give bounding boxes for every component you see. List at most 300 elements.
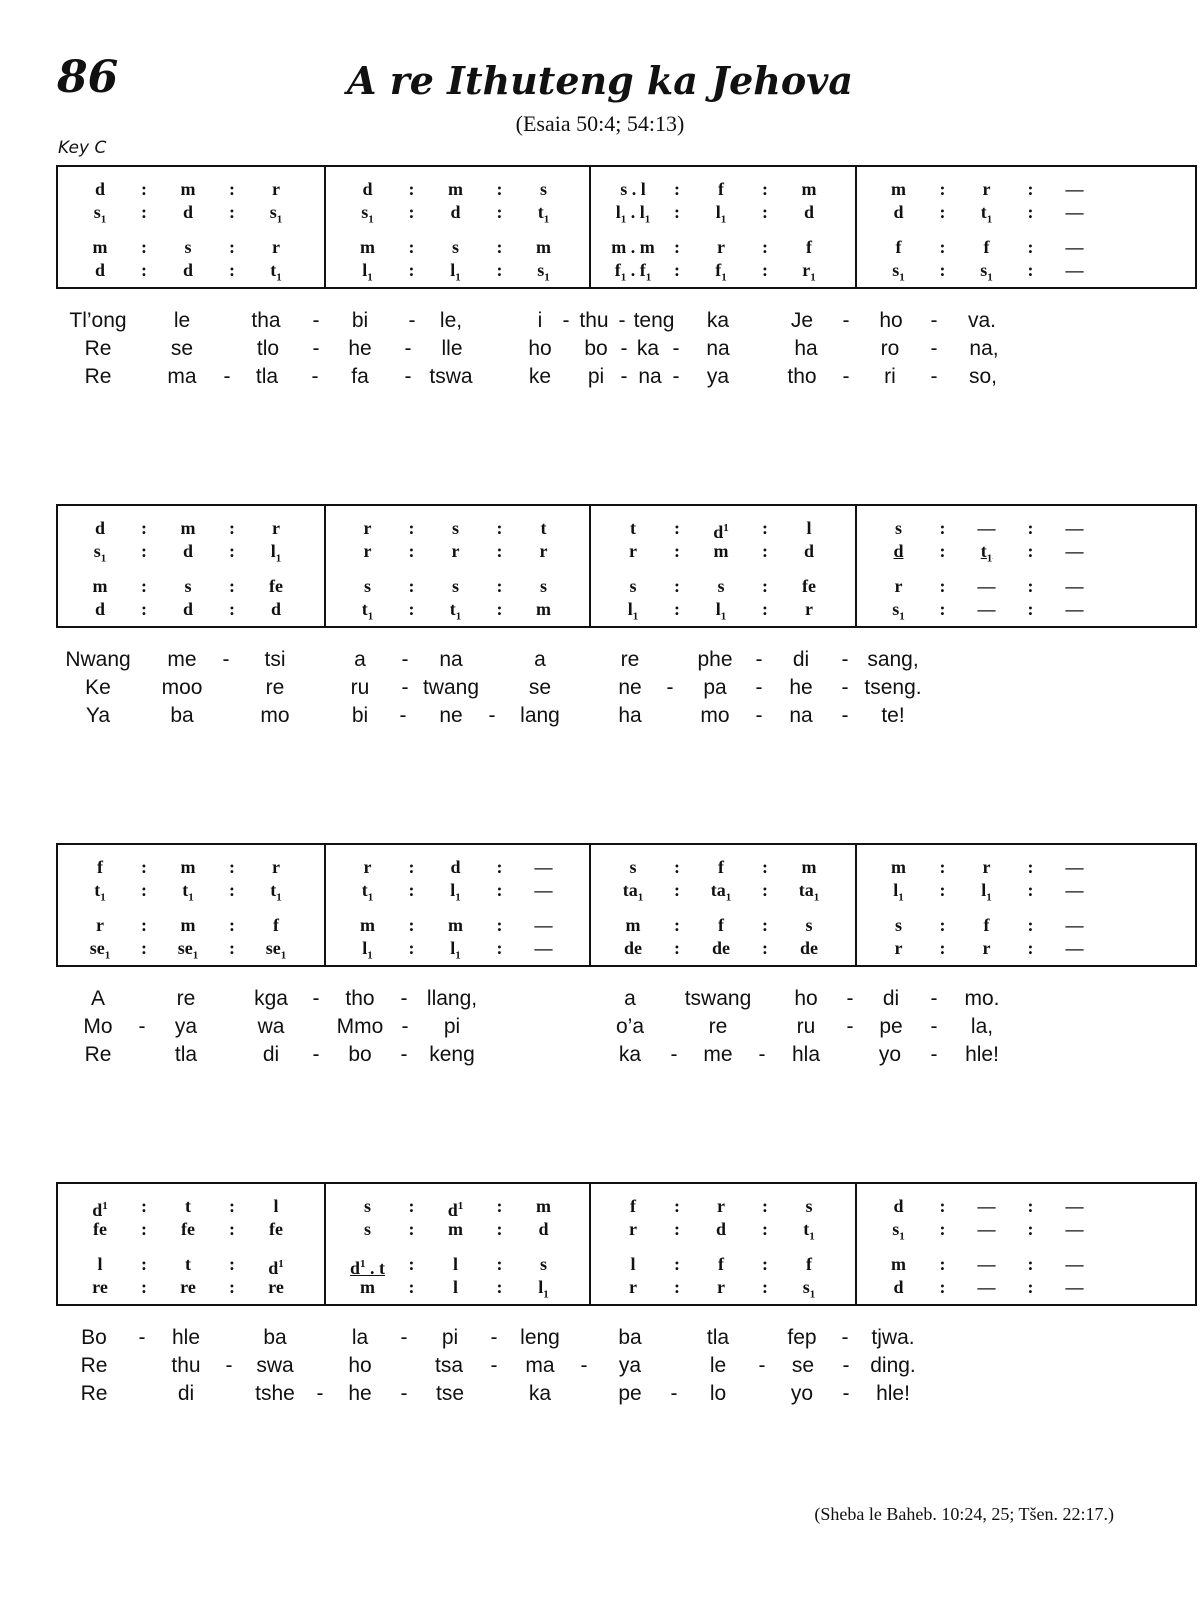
solfa-note: r: [894, 938, 903, 958]
lyric-syllable: llang,: [426, 987, 478, 1010]
voice-part: [58, 540, 324, 565]
beat-separator: :: [408, 1254, 415, 1274]
solfa-note: m: [448, 179, 463, 199]
beat-separator: :: [762, 938, 768, 958]
beat-separator: :: [939, 260, 946, 280]
beat-separator: :: [141, 857, 147, 877]
solfa-note: $l_1$: [362, 938, 373, 962]
footer-reference: (Sheba le Baheb. 10:24, 25; Tšen. 22:17.): [814, 1504, 1114, 1524]
measure: [58, 167, 324, 287]
beat-separator: :: [1027, 237, 1034, 257]
beat-separator: :: [229, 260, 235, 280]
hyphen: -: [404, 337, 412, 360]
beat-separator: :: [408, 179, 415, 199]
lyric-line: [0, 704, 1000, 732]
lyric-syllable: bi: [351, 704, 369, 727]
lyric-syllable: yo: [790, 1382, 814, 1405]
solfa-note: $l_1$: [538, 1277, 549, 1301]
beat-separator: :: [496, 576, 503, 596]
lyric-line: [0, 648, 1000, 676]
voice-part: [857, 856, 1121, 878]
voice-part: [591, 856, 855, 878]
beat-separator: :: [496, 938, 503, 958]
lyric-syllable: Mmo: [336, 1015, 384, 1038]
lyric-syllable: le: [173, 309, 191, 332]
beat-separator: :: [141, 915, 147, 935]
lyric-syllable: he: [348, 337, 372, 360]
beat-separator: :: [1027, 179, 1034, 199]
lyric-syllable: he: [789, 676, 813, 699]
hyphen: -: [401, 676, 409, 699]
lyric-syllable: Re: [80, 1382, 108, 1405]
beat-separator: :: [762, 915, 768, 935]
hyphen: -: [846, 987, 854, 1010]
solfa-note: de: [624, 938, 642, 958]
lyric-syllable: tla: [706, 1326, 730, 1349]
solfa-note: $t_1$: [537, 202, 550, 226]
solfa-note: m: [536, 1196, 551, 1216]
solfa-note: d: [94, 179, 105, 199]
hyphen: -: [842, 1382, 850, 1405]
voice-part: [857, 914, 1121, 936]
beat-separator: :: [408, 938, 415, 958]
solfa-note: r: [363, 518, 372, 538]
beat-separator: :: [408, 1277, 415, 1297]
lyric-line: [0, 1326, 1000, 1354]
solfa-note: —: [977, 1219, 996, 1239]
solfa-note: $l_1$: [362, 260, 373, 284]
voice-part: [326, 856, 590, 878]
beat-separator: :: [674, 541, 680, 561]
solfa-note: $s_1$: [361, 202, 374, 226]
voice-part: [58, 879, 324, 904]
lyric-syllable: ma: [525, 1354, 555, 1377]
lyric-syllable: teng: [633, 309, 675, 332]
solfa-note: fe: [181, 1219, 195, 1239]
lyric-syllable: pi: [441, 1326, 459, 1349]
beat-separator: :: [674, 915, 680, 935]
solfa-note: f: [273, 915, 279, 935]
solfa-note: $t_1$: [361, 880, 374, 904]
hyphen: -: [400, 1326, 408, 1349]
solfa-note: $se_1$: [177, 938, 199, 962]
solfa-note: $r_1$: [802, 260, 816, 284]
solfa-note: $t_1$: [980, 541, 993, 565]
solfa-note: f: [895, 237, 902, 257]
beat-separator: :: [408, 576, 415, 596]
lyric-syllable: Bo: [81, 1326, 107, 1349]
solfa-note: m: [536, 599, 551, 619]
voice-part: [326, 1276, 590, 1301]
lyric-syllable: di: [177, 1382, 195, 1405]
solfa-note: $s_1$: [537, 260, 550, 284]
solfa-note: —: [977, 576, 996, 596]
lyric-syllable: bo: [348, 1043, 372, 1066]
hyphen: -: [670, 1043, 678, 1066]
beat-separator: :: [939, 915, 946, 935]
solfa-note: —: [1065, 880, 1084, 900]
lyric-syllable: tsi: [264, 648, 286, 671]
lyric-syllable: te!: [881, 704, 905, 727]
lyric-syllable: swa: [256, 1354, 294, 1377]
hyphen: -: [841, 676, 849, 699]
lyric-syllable: ne: [618, 676, 642, 699]
lyric-syllable: lo: [709, 1382, 727, 1405]
voice-part: [857, 201, 1121, 226]
voice-part: [58, 1195, 324, 1220]
voice-part: [591, 236, 855, 258]
lyric-syllable: di: [882, 987, 900, 1010]
solfa-note: d: [182, 599, 193, 619]
solfa-note: s: [629, 857, 637, 877]
beat-separator: :: [762, 880, 768, 900]
solfa-note: r: [272, 518, 280, 538]
beat-separator: :: [674, 518, 680, 538]
solfa-note: —: [1065, 857, 1084, 877]
beat-separator: :: [762, 179, 768, 199]
solfa-note: s: [894, 915, 902, 935]
beat-separator: :: [229, 179, 235, 199]
solfa-note: d: [538, 1219, 549, 1239]
voice-part: [326, 178, 590, 200]
hyphen: -: [930, 337, 938, 360]
lyric-syllable: phe: [697, 648, 733, 671]
hyphen: -: [222, 648, 230, 671]
lyric-syllable: ya: [618, 1354, 642, 1377]
lyric-syllable: twang: [422, 676, 480, 699]
lyric-syllable: tho: [345, 987, 375, 1010]
solfa-note: m: [180, 518, 196, 538]
solfa-note: d: [893, 202, 904, 222]
voice-part: [58, 259, 324, 284]
beat-separator: :: [229, 518, 235, 538]
lyric-syllable: Tl’ong: [69, 309, 127, 332]
solfa-note: $l_1$: [450, 938, 461, 962]
lyric-syllable: Mo: [83, 1015, 113, 1038]
beat-separator: :: [762, 260, 768, 280]
lyric-syllable: ka: [636, 337, 660, 360]
hyphen: -: [490, 1326, 498, 1349]
hyphen: -: [841, 1326, 849, 1349]
lyric-syllable: pe: [879, 1015, 903, 1038]
solfa-note: f: [718, 915, 724, 935]
lyric-syllable: pe: [618, 1382, 642, 1405]
hyphen: -: [401, 648, 409, 671]
voice-part: [591, 201, 855, 226]
solfa-note: re: [180, 1277, 196, 1297]
lyric-line: [0, 337, 1000, 365]
solfa-note: m: [360, 1277, 375, 1297]
solfa-note: s: [805, 915, 813, 935]
lyric-syllable: ba: [618, 1326, 642, 1349]
hyphen: -: [930, 987, 938, 1010]
lyric-syllable: tha: [251, 309, 281, 332]
solfa-note: $t_1$: [980, 202, 993, 226]
hyphen: -: [755, 704, 763, 727]
hyphen: -: [755, 676, 763, 699]
solfa-note: r: [717, 1277, 725, 1297]
solfa-note: s: [363, 1219, 371, 1239]
beat-separator: :: [408, 260, 415, 280]
beat-separator: :: [141, 576, 147, 596]
hyphen: -: [400, 987, 408, 1010]
beat-separator: :: [229, 880, 235, 900]
beat-separator: :: [496, 599, 503, 619]
beat-separator: :: [408, 202, 415, 222]
solfa-note: fe: [802, 576, 816, 596]
solfa-note: d: [893, 1277, 904, 1297]
hyphen: -: [490, 1354, 498, 1377]
solfa-note: d: [893, 1196, 904, 1216]
voice-part: [326, 1195, 590, 1220]
voice-part: [591, 879, 855, 904]
solfa-note: t: [540, 518, 547, 538]
beat-separator: :: [939, 518, 946, 538]
solfa-note: d: [362, 179, 373, 199]
solfa-note: f: [630, 1196, 636, 1216]
solfa-note: m: [891, 857, 906, 877]
beat-separator: :: [141, 880, 147, 900]
beat-separator: :: [496, 237, 503, 257]
beat-separator: :: [496, 1219, 503, 1239]
solfa-note: d: [715, 1219, 726, 1239]
solfa-note: $l_1$: [715, 599, 727, 623]
beat-separator: :: [674, 1277, 680, 1297]
solfa-note: $d^1$: [713, 522, 729, 542]
hyphen: -: [312, 309, 320, 332]
beat-separator: :: [762, 857, 768, 877]
beat-separator: :: [141, 518, 147, 538]
beat-separator: :: [141, 938, 147, 958]
hyphen: -: [312, 337, 320, 360]
lyric-syllable: mo: [260, 704, 290, 727]
solfa-note: $s_1$: [802, 1277, 816, 1301]
voice-part: [857, 178, 1121, 200]
lyric-syllable: Re: [84, 365, 112, 388]
solfa-note: —: [1065, 1219, 1084, 1239]
lyric-syllable: ka: [618, 1043, 642, 1066]
solfa-note: r: [272, 237, 280, 257]
solfa-note: s: [184, 576, 192, 596]
voice-part: [58, 856, 324, 878]
beat-separator: :: [141, 260, 147, 280]
beat-separator: :: [939, 599, 946, 619]
measure: [58, 506, 324, 626]
lyric-syllable: na,: [969, 337, 999, 360]
hyphen: -: [400, 1043, 408, 1066]
solfa-note: r: [805, 599, 813, 619]
lyric-line: [0, 987, 1000, 1015]
beat-separator: :: [141, 1196, 147, 1216]
voice-part: [591, 517, 855, 542]
measure: [589, 506, 855, 626]
solfa-note: r: [629, 541, 637, 561]
lyric-syllable: bo: [584, 337, 608, 360]
lyric-syllable: ding.: [870, 1354, 916, 1377]
solfa-note: s: [363, 576, 371, 596]
solfa-note: —: [1065, 237, 1084, 257]
lyric-syllable: thu: [171, 1354, 201, 1377]
beat-separator: :: [939, 857, 946, 877]
beat-separator: :: [1027, 1219, 1034, 1239]
hyphen: -: [841, 704, 849, 727]
voice-part: [326, 540, 590, 562]
beat-separator: :: [496, 541, 503, 561]
lyric-syllable: lang: [520, 704, 560, 727]
solfa-note: re: [268, 1277, 284, 1297]
solfa-note: f: [983, 915, 990, 935]
lyric-syllable: a: [354, 648, 366, 671]
lyric-syllable: tswa: [429, 365, 473, 388]
lyric-syllable: tseng.: [864, 676, 922, 699]
solfa-note: —: [1065, 179, 1084, 199]
lyric-syllable: tho: [787, 365, 817, 388]
solfa-note: —: [1065, 915, 1084, 935]
beat-separator: :: [229, 202, 235, 222]
scripture-reference: (Esaia 50:4; 54:13): [515, 111, 685, 136]
lyric-syllable: va.: [967, 309, 997, 332]
solfa-note: r: [272, 179, 280, 199]
solfa-note: d: [803, 541, 814, 561]
beat-separator: :: [762, 576, 768, 596]
solfa-note: $l_1$ . $l_1$: [615, 202, 651, 226]
voice-part: [857, 517, 1121, 539]
voice-part: [591, 1253, 855, 1275]
lyric-syllable: fa: [351, 365, 369, 388]
solfa-note: —: [977, 1277, 996, 1297]
hyphen: -: [401, 1015, 409, 1038]
beat-separator: :: [229, 576, 235, 596]
voice-part: [591, 937, 855, 959]
measure: [324, 506, 590, 626]
voice-part: [857, 259, 1121, 284]
lyric-syllable: di: [792, 648, 810, 671]
beat-separator: :: [674, 1219, 680, 1239]
solfa-note: r: [363, 541, 372, 561]
music-system: [56, 504, 1197, 628]
lyric-syllable: hle!: [965, 1043, 999, 1066]
solfa-note: d: [94, 260, 105, 280]
solfa-note: $ta_1$: [798, 880, 820, 904]
lyric-syllable: tjwa.: [871, 1326, 915, 1349]
lyric-syllable: Nwang: [65, 648, 131, 671]
beat-separator: :: [674, 938, 680, 958]
voice-part: [857, 879, 1121, 904]
lyric-line: [0, 309, 1000, 337]
beat-separator: :: [762, 1219, 768, 1239]
lyric-syllable: le,: [439, 309, 463, 332]
voice-part: [326, 236, 590, 258]
beat-separator: :: [496, 179, 503, 199]
beat-separator: :: [1027, 857, 1034, 877]
solfa-note: m: [360, 915, 375, 935]
voice-part: [326, 937, 590, 962]
hyphen: -: [841, 648, 849, 671]
hyphen: -: [842, 365, 850, 388]
lyric-syllable: mo.: [964, 987, 1000, 1010]
lyric-line: [0, 676, 1000, 704]
solfa-note: $t_1$: [361, 599, 374, 623]
solfa-note: t: [185, 1254, 191, 1274]
lyric-syllable: keng: [429, 1043, 475, 1066]
solfa-note: s: [184, 237, 192, 257]
beat-separator: :: [939, 1254, 946, 1274]
hyphen: -: [755, 648, 763, 671]
voice-part: [58, 201, 324, 226]
lyric-syllable: ba: [170, 704, 194, 727]
solfa-note: r: [629, 1219, 637, 1239]
voice-part: [58, 236, 324, 258]
hyphen: -: [488, 704, 496, 727]
lyric-syllable: na: [789, 704, 813, 727]
lyric-syllable: na: [439, 648, 463, 671]
beat-separator: :: [408, 518, 415, 538]
voice-part: [58, 1276, 324, 1298]
solfa-note: f: [983, 237, 990, 257]
beat-separator: :: [674, 857, 680, 877]
solfa-note: re: [92, 1277, 108, 1297]
measure: [589, 845, 855, 965]
voice-part: [326, 914, 590, 936]
lyric-syllable: tla: [174, 1043, 198, 1066]
solfa-note: $se_1$: [265, 938, 287, 962]
lyric-syllable: ne: [439, 704, 463, 727]
solfa-note: fe: [93, 1219, 107, 1239]
solfa-note: —: [1065, 938, 1084, 958]
solfa-note: $t_1$: [270, 880, 282, 904]
beat-separator: :: [939, 1277, 946, 1297]
beat-separator: :: [762, 1196, 768, 1216]
solfa-note: —: [1065, 541, 1084, 561]
lyric-syllable: thu: [579, 309, 609, 332]
solfa-note: $l_1$: [627, 599, 639, 623]
lyric-syllable: Re: [80, 1354, 108, 1377]
beat-separator: :: [762, 518, 768, 538]
beat-separator: :: [762, 541, 768, 561]
lyric-syllable: ho: [528, 337, 552, 360]
voice-part: [591, 1218, 855, 1243]
hymn-title: A re Ithuteng ka Jehova: [347, 58, 853, 103]
lyric-syllable: ha: [618, 704, 642, 727]
beat-separator: :: [762, 237, 768, 257]
voice-part: [326, 1218, 590, 1240]
beat-separator: :: [496, 260, 503, 280]
beat-separator: :: [762, 1254, 768, 1274]
solfa-note: r: [363, 857, 372, 877]
voice-part: [58, 575, 324, 597]
solfa-note: m: [180, 915, 196, 935]
measure: [855, 506, 1121, 626]
key-signature: Key C: [58, 138, 107, 158]
lyric-syllable: ri: [884, 365, 896, 388]
solfa-note: d: [182, 541, 193, 561]
lyric-syllable: ho: [879, 309, 903, 332]
music-system: [56, 1182, 1197, 1306]
solfa-note: m: [448, 915, 463, 935]
beat-separator: :: [1027, 518, 1034, 538]
beat-separator: :: [1027, 938, 1034, 958]
solfa-note: —: [534, 880, 553, 900]
lyric-syllable: Ke: [85, 676, 111, 699]
lyric-syllable: yo: [878, 1043, 902, 1066]
lyric-syllable: hle: [171, 1326, 201, 1349]
solfa-note: f: [718, 1254, 724, 1274]
measure: [855, 167, 1121, 287]
lyric-syllable: sang,: [867, 648, 919, 671]
solfa-note: $f_1$: [715, 260, 727, 284]
voice-part: [58, 1253, 324, 1278]
solfa-note: $d^1$: [92, 1200, 108, 1220]
